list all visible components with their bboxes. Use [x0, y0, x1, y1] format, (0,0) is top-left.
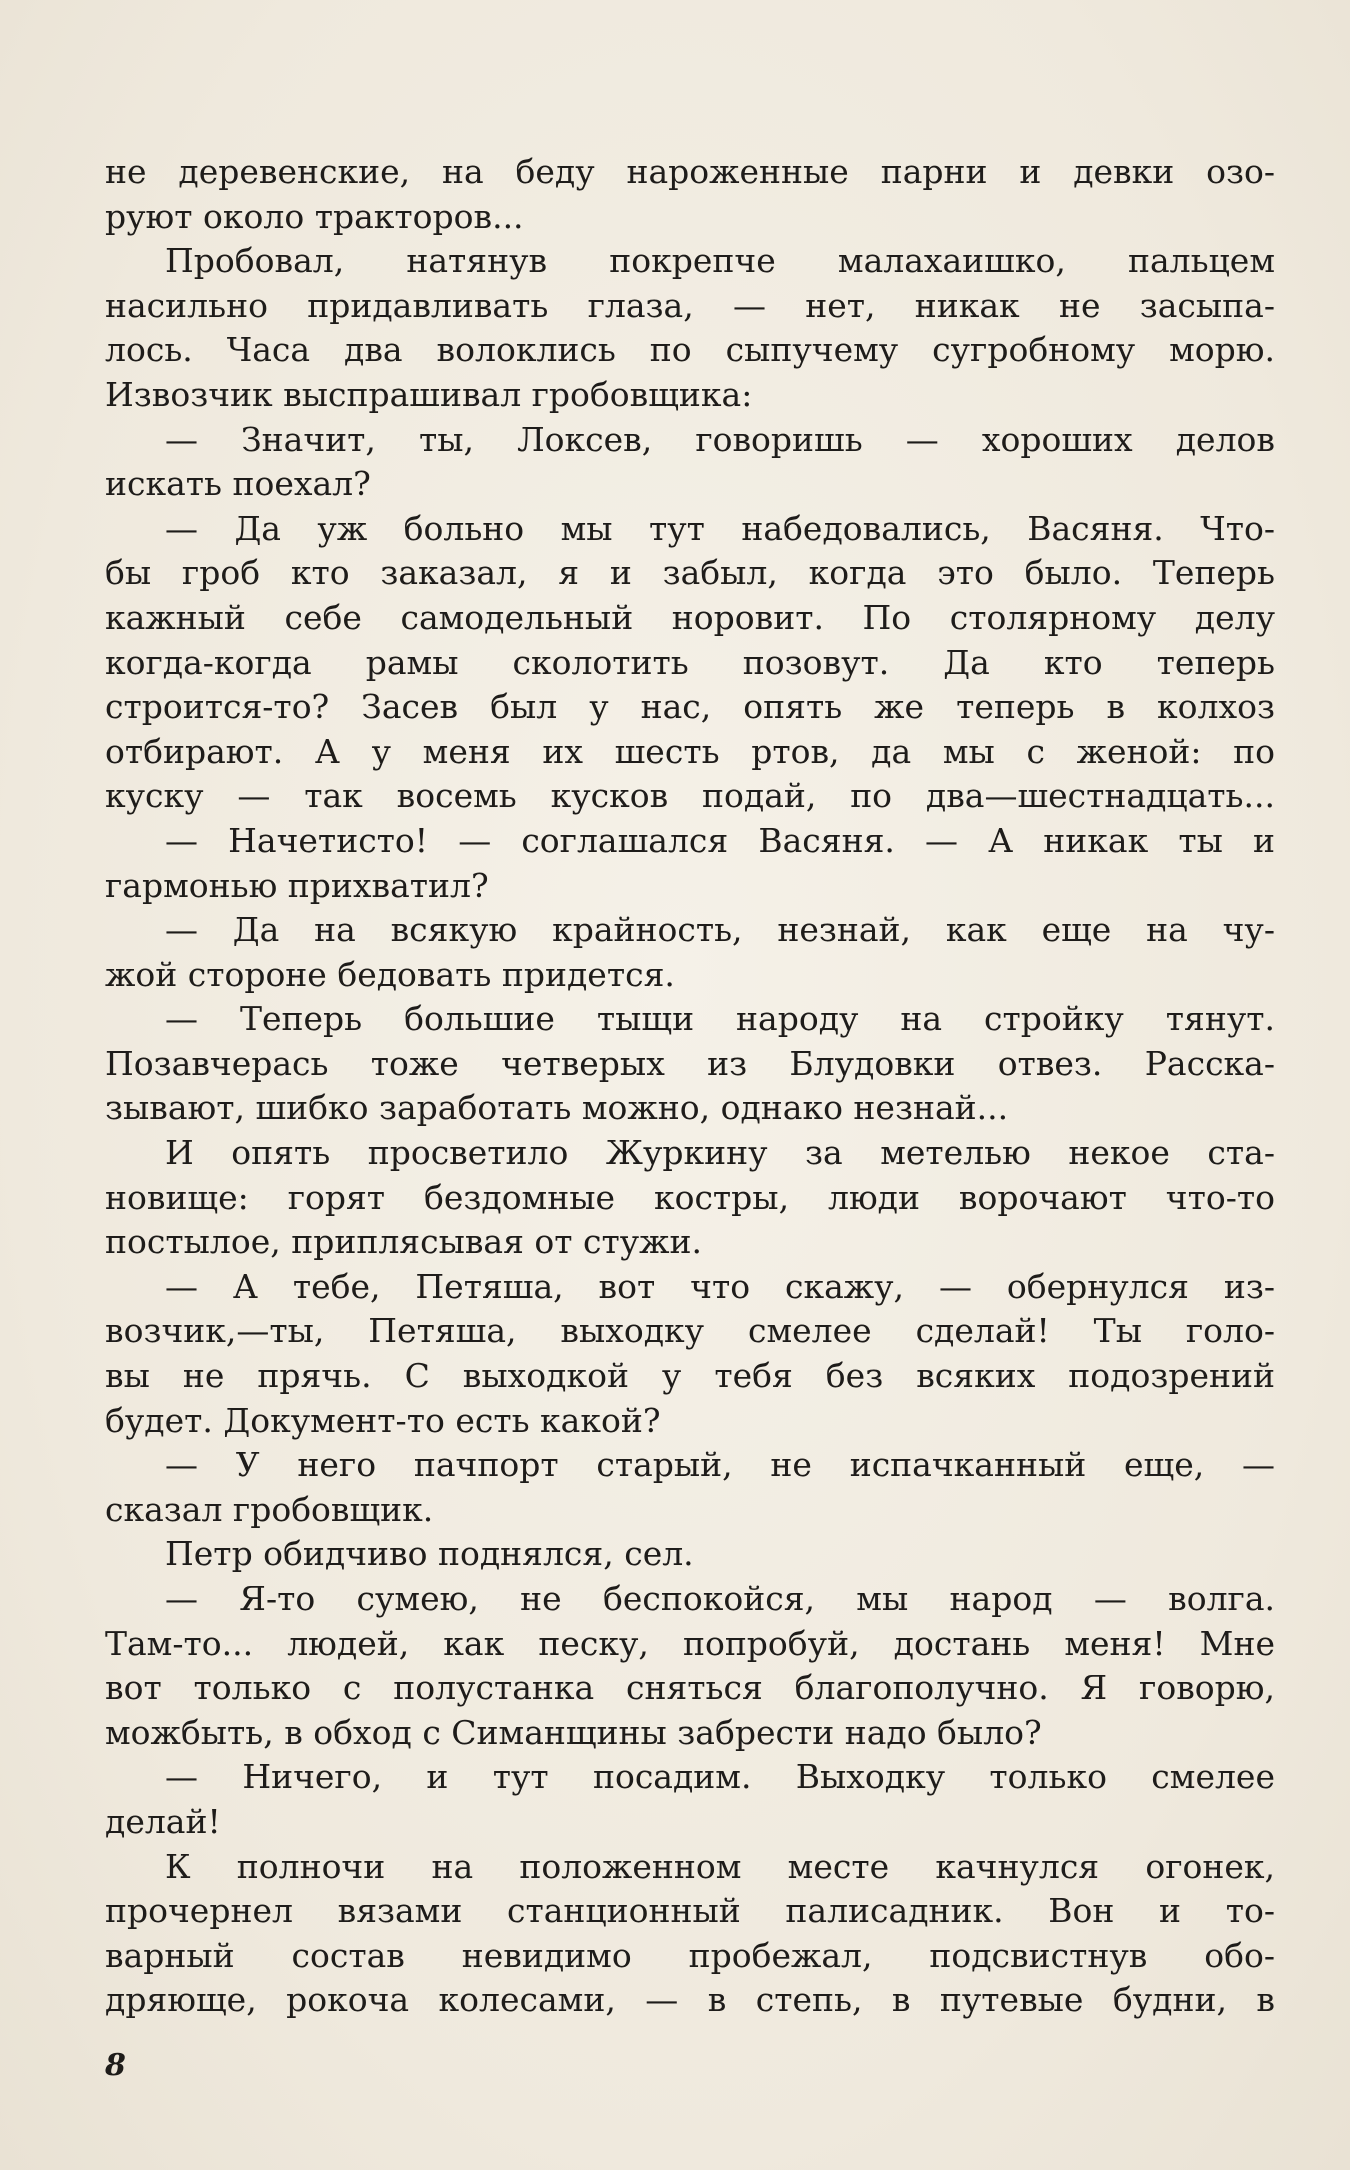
text-line: не деревенские, на беду нароженные парни и девки озо- — [105, 152, 1275, 191]
paragraph-start: К полночи на положенном месте качнулся огонек, — [165, 1846, 1275, 1886]
text-line: дряюще, рокоча колесами, — в степь, в путевые будни, в — [105, 1980, 1275, 2020]
text-line: вы не прячь. С выходкой у тебя без всяких подозрений — [105, 1356, 1275, 1396]
text-line: насильно придавливать глаза, — нет, никак не засыпа- — [105, 285, 1275, 325]
text-line: строится-то? Засев был у нас, опять же теперь в колхоз — [105, 687, 1275, 727]
paragraph-start: И опять просветило Журкину за метелью некое ста- — [165, 1133, 1275, 1173]
text-line: жой стороне бедовать придется. — [105, 954, 675, 994]
text-line: возчик,—ты, Петяша, выходку смелее сделай! Ты голо- — [105, 1311, 1275, 1351]
text-line: гармонью прихватил? — [105, 865, 489, 905]
text-line: руют около тракторов... — [105, 196, 524, 236]
text-line: кажный себе самодельный норовит. По столярному делу — [105, 597, 1275, 637]
dialogue-line: — А тебе, Петяша, вот что скажу, — обернулся из- — [165, 1266, 1275, 1306]
dialogue-line: — У него пачпорт старый, не испачканный еще, — — [165, 1445, 1275, 1485]
text-line: новище: горят бездомные костры, люди ворочают что-то — [105, 1177, 1275, 1217]
page-number: 8 — [105, 2048, 126, 2083]
text-line: вот только с полустанка сняться благополучно. Я говорю, — [105, 1668, 1275, 1708]
dialogue-line: — Ничего, и тут посадим. Выходку только смелее — [165, 1757, 1275, 1797]
dialogue-line: — Да на всякую крайность, незнай, как еще на чу- — [165, 910, 1275, 950]
text-line: Извозчик выспрашивал гробовщика: — [105, 374, 753, 414]
dialogue-line: — Я-то сумею, не беспокойся, мы народ — волга. — [165, 1579, 1275, 1618]
paragraph-start: Пробовал, натянув покрепче малахаишко, пальцем — [165, 241, 1275, 281]
text-line: Там-то... людей, как песку, попробуй, достань меня! Мне — [105, 1623, 1275, 1663]
text-line: бы гроб кто заказал, я и забыл, когда это было. Теперь — [105, 553, 1275, 593]
text-line: делай! — [105, 1801, 221, 1841]
text-line: лось. Часа два волоклись по сыпучему сугробному морю. — [105, 330, 1275, 370]
text-line: Позавчерась тоже четверых из Блудовки отвез. Расска- — [105, 1043, 1275, 1083]
dialogue-line: — Да уж больно мы тут набедовались, Васяня. Что- — [165, 508, 1275, 548]
paragraph-start: Петр обидчиво поднялся, сел. — [165, 1534, 694, 1574]
dialogue-line: — Начетисто! — соглашался Васяня. — А никак ты и — [165, 820, 1275, 860]
text-line: можбыть, в обход с Симанщины забрести надо было? — [105, 1712, 1042, 1752]
text-line: отбирают. А у меня их шесть ртов, да мы с женой: по — [105, 731, 1275, 771]
dialogue-line: — Теперь большие тыщи народу на стройку тянут. — [165, 999, 1275, 1039]
text-line: прочернел вязами станционный палисадник. Вон и то- — [105, 1891, 1275, 1931]
text-line: зывают, шибко заработать можно, однако незнай... — [105, 1088, 1009, 1128]
dialogue-line: — Значит, ты, Локсев, говоришь — хороших делов — [165, 419, 1275, 459]
text-line: сказал гробовщик. — [105, 1489, 434, 1529]
text-line: куску — так восемь кусков подай, по два—шестнадцать... — [105, 776, 1275, 816]
page-text — [105, 150, 1275, 2023]
text-line: искать поехал? — [105, 464, 371, 504]
text-line: варный состав невидимо пробежал, подсвистнув обо- — [105, 1935, 1275, 1975]
text-line: когда-когда рамы сколотить позовут. Да кто теперь — [105, 642, 1275, 682]
text-line: постылое, приплясывая от стужи. — [105, 1222, 703, 1262]
text-line: будет. Документ-то есть какой? — [105, 1400, 661, 1440]
